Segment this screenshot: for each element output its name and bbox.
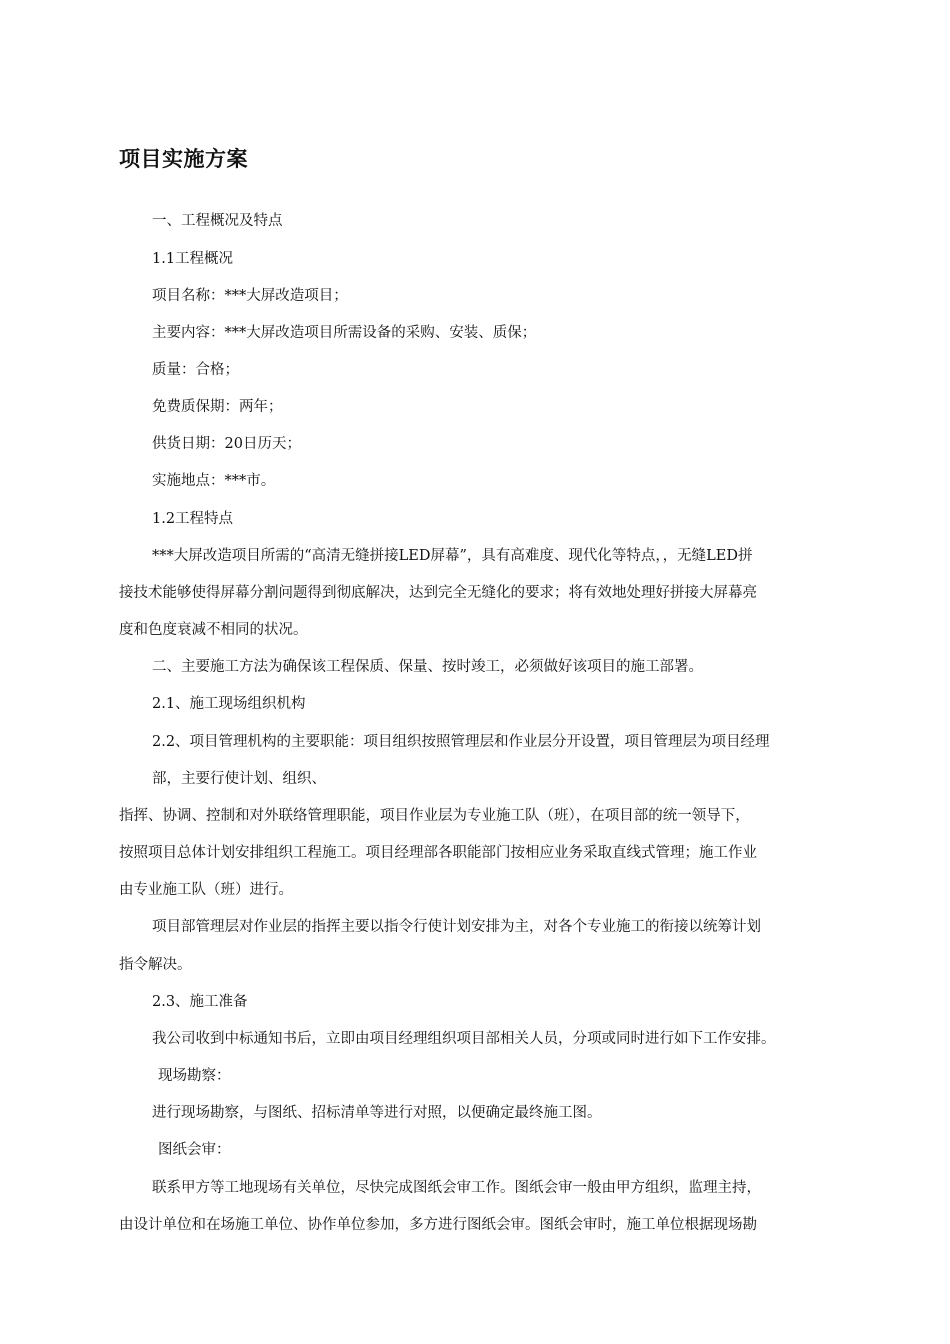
paragraph-line: 供货日期：20日历天； <box>152 436 301 452</box>
paragraph-line: 由设计单位和在场施工单位、协作单位参加，多方进行图纸会审。图纸会审时，施工单位根据现场勘 <box>119 1217 757 1233</box>
paragraph-line: 接技术能够使得屏幕分割问题得到彻底解决，达到完全无缝化的要求；将有效地处理好拼接大屏幕亮 <box>119 585 757 601</box>
paragraph-line: 实施地点：***市。 <box>152 473 276 489</box>
paragraph-line: 按照项目总体计划安排组织工程施工。项目经理部各职能部门按相应业务采取直线式管理；施工作业 <box>119 845 757 861</box>
paragraph-line: 由专业施工队（班）进行。 <box>119 882 293 898</box>
paragraph-line: 我公司收到中标通知书后，立即由项目经理组织项目部相关人员，分项或同时进行如下工作安排。 <box>152 1031 776 1047</box>
paragraph-line: 度和色度衰减不相同的状况。 <box>119 622 308 638</box>
item-heading: 现场勘察： <box>158 1068 231 1084</box>
paragraph-line: 主要内容：***大屏改造项目所需设备的采购、安装、质保； <box>152 325 537 341</box>
paragraph-line: 进行现场勘察，与图纸、招标清单等进行对照，以便确定最终施工图。 <box>152 1105 602 1121</box>
paragraph-line: 联系甲方等工地现场有关单位，尽快完成图纸会审工作。图纸会审一般由甲方组织，监理主持， <box>152 1180 761 1196</box>
section-heading: 二、主要施工方法为确保该工程保质、保量、按时竣工，必须做好该项目的施工部署。 <box>152 659 703 675</box>
paragraph-line: 指令解决。 <box>119 957 192 973</box>
paragraph-line: 部，主要行使计划、组织、 <box>152 771 326 787</box>
paragraph-line: 项目部管理层对作业层的指挥主要以指令行使计划安排为主，对各个专业施工的衔接以统筹计划 <box>152 919 761 935</box>
paragraph-line: 2.2、项目管理机构的主要职能：项目组织按照管理层和作业层分开设置，项目管理层为项目经理 <box>152 734 770 750</box>
paragraph-line: 免费质保期：两年； <box>152 399 283 415</box>
paragraph-line: 项目名称：***大屏改造项目； <box>152 288 348 304</box>
paragraph-line: 指挥、协调、控制和对外联络管理职能，项目作业层为专业施工队（班），在项目部的统一领导下， <box>119 808 750 824</box>
paragraph-line: ***大屏改造项目所需的“高清无缝拼接LED屏幕”，具有高难度、现代化等特点，，无缝LED拼 <box>152 548 753 564</box>
item-heading: 图纸会审： <box>158 1142 231 1158</box>
subsection-heading: 2.3、施工准备 <box>152 994 248 1010</box>
subsection-heading: 1.2工程特点 <box>152 511 234 527</box>
document-title: 项目实施方案 <box>119 147 248 171</box>
subsection-heading: 2.1、施工现场组织机构 <box>152 696 306 712</box>
section-heading: 一、工程概况及特点 <box>152 213 283 229</box>
paragraph-line: 质量：合格； <box>152 362 239 378</box>
subsection-heading: 1.1工程概况 <box>152 251 234 267</box>
